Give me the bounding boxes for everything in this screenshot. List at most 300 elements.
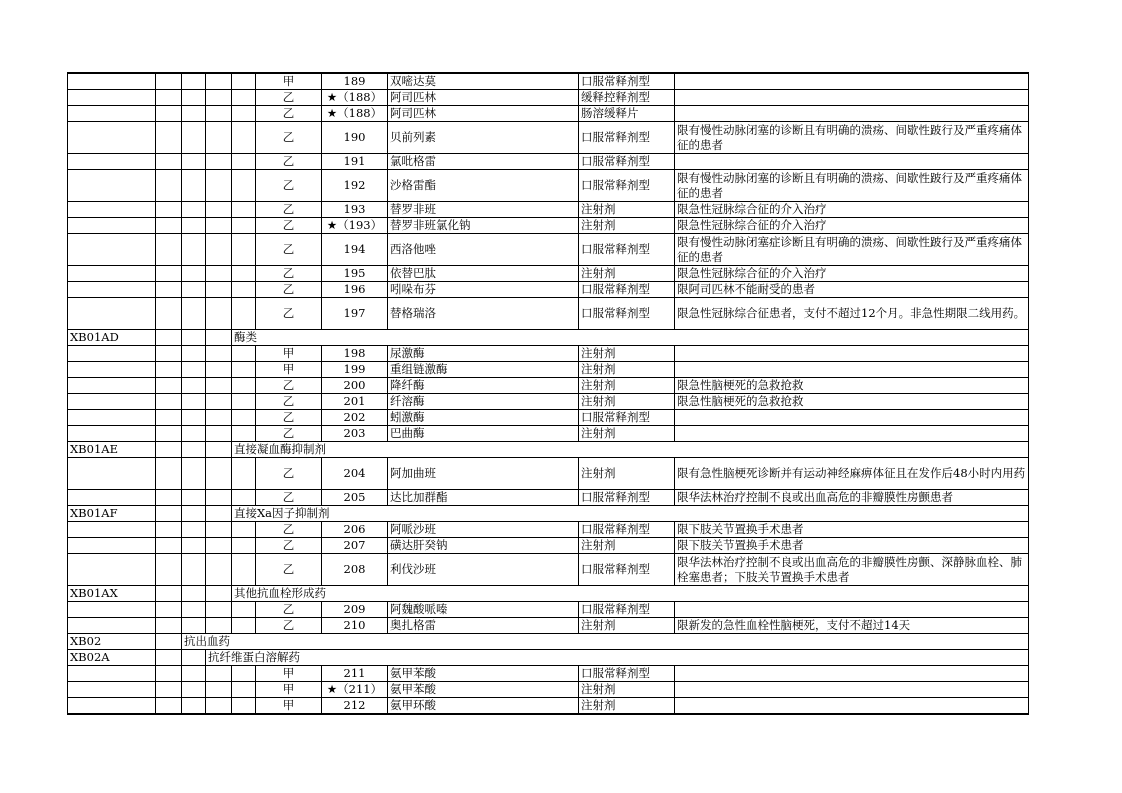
blank-cell xyxy=(182,554,206,586)
level-cell: 乙 xyxy=(256,282,322,298)
blank-cell xyxy=(206,218,232,234)
blank-cell xyxy=(232,426,256,442)
blank-cell xyxy=(156,330,182,346)
blank-cell xyxy=(156,266,182,282)
dosage-form-cell: 注射剂 xyxy=(579,426,675,442)
dosage-form-cell: 口服常释剂型 xyxy=(579,73,675,90)
atc-code-cell: XB01AF xyxy=(68,506,156,522)
blank-cell xyxy=(156,362,182,378)
drug-name-cell: 阿加曲班 xyxy=(388,458,579,490)
item-number-cell: 196 xyxy=(322,282,388,298)
remark-cell: 限有慢性动脉闭塞症诊断且有明确的溃疡、间歇性跛行及严重疼痛体征的患者 xyxy=(675,234,1029,266)
blank-cell xyxy=(156,410,182,426)
drug-name-cell: 氨甲苯酸 xyxy=(388,666,579,682)
drug-name-cell: 降纤酶 xyxy=(388,378,579,394)
blank-cell xyxy=(182,538,206,554)
category-row xyxy=(68,650,1029,666)
blank-cell xyxy=(232,282,256,298)
item-number-cell: 204 xyxy=(322,458,388,490)
blank-cell xyxy=(232,554,256,586)
blank-cell xyxy=(182,650,206,666)
dosage-form-cell: 口服常释剂型 xyxy=(579,666,675,682)
table-row xyxy=(68,522,1029,538)
drug-name-cell: 奥扎格雷 xyxy=(388,618,579,634)
table-row xyxy=(68,90,1029,106)
blank-cell xyxy=(206,698,232,715)
blank-cell xyxy=(232,170,256,202)
table-row xyxy=(68,266,1029,282)
item-number-cell: ★（188） xyxy=(322,106,388,122)
atc-code-cell xyxy=(68,106,156,122)
atc-code-cell xyxy=(68,682,156,698)
atc-code-cell: XB01AX xyxy=(68,586,156,602)
level-cell: 乙 xyxy=(256,122,322,154)
blank-cell xyxy=(182,490,206,506)
blank-cell xyxy=(206,282,232,298)
remark-cell: 限急性冠脉综合征患者，支付不超过12个月。非急性期限二线用药。 xyxy=(675,298,1029,330)
category-label: 酶类 xyxy=(232,330,1029,346)
remark-cell xyxy=(675,682,1029,698)
table-row xyxy=(68,538,1029,554)
drug-name-cell: 氨甲苯酸 xyxy=(388,682,579,698)
atc-code-cell xyxy=(68,266,156,282)
remark-cell: 限华法林治疗控制不良或出血高危的非瓣膜性房颤患者 xyxy=(675,490,1029,506)
dosage-form-cell: 口服常释剂型 xyxy=(579,298,675,330)
level-cell: 乙 xyxy=(256,378,322,394)
blank-cell xyxy=(232,346,256,362)
table-row xyxy=(68,554,1029,586)
blank-cell xyxy=(156,458,182,490)
blank-cell xyxy=(232,378,256,394)
blank-cell xyxy=(206,298,232,330)
level-cell: 乙 xyxy=(256,554,322,586)
remark-cell: 限阿司匹林不能耐受的患者 xyxy=(675,282,1029,298)
dosage-form-cell: 缓释控释剂型 xyxy=(579,90,675,106)
blank-cell xyxy=(182,442,206,458)
drug-name-cell: 替罗非班 xyxy=(388,202,579,218)
blank-cell xyxy=(232,234,256,266)
dosage-form-cell: 注射剂 xyxy=(579,218,675,234)
atc-code-cell xyxy=(68,218,156,234)
remark-cell: 限急性脑梗死的急救抢救 xyxy=(675,394,1029,410)
blank-cell xyxy=(182,410,206,426)
table-row xyxy=(68,490,1029,506)
blank-cell xyxy=(206,234,232,266)
dosage-form-cell: 口服常释剂型 xyxy=(579,234,675,266)
blank-cell xyxy=(182,266,206,282)
category-label: 直接Xa因子抑制剂 xyxy=(232,506,1029,522)
blank-cell xyxy=(206,394,232,410)
atc-code-cell xyxy=(68,522,156,538)
blank-cell xyxy=(232,266,256,282)
remark-cell: 限急性冠脉综合征的介入治疗 xyxy=(675,218,1029,234)
blank-cell xyxy=(156,282,182,298)
level-cell: 甲 xyxy=(256,346,322,362)
table-row xyxy=(68,602,1029,618)
level-cell: 乙 xyxy=(256,106,322,122)
blank-cell xyxy=(156,346,182,362)
dosage-form-cell: 注射剂 xyxy=(579,538,675,554)
atc-code-cell xyxy=(68,394,156,410)
dosage-form-cell: 注射剂 xyxy=(579,458,675,490)
blank-cell xyxy=(206,602,232,618)
drug-name-cell: 沙格雷酯 xyxy=(388,170,579,202)
table-row xyxy=(68,170,1029,202)
atc-code-cell xyxy=(68,458,156,490)
dosage-form-cell: 注射剂 xyxy=(579,266,675,282)
table-row xyxy=(68,73,1029,90)
level-cell: 甲 xyxy=(256,698,322,715)
category-row xyxy=(68,330,1029,346)
blank-cell xyxy=(156,154,182,170)
blank-cell xyxy=(232,410,256,426)
blank-cell xyxy=(156,538,182,554)
category-label: 直接凝血酶抑制剂 xyxy=(232,442,1029,458)
blank-cell xyxy=(206,554,232,586)
drug-name-cell: 替格瑞洛 xyxy=(388,298,579,330)
dosage-form-cell: 口服常释剂型 xyxy=(579,122,675,154)
item-number-cell: 190 xyxy=(322,122,388,154)
blank-cell xyxy=(156,490,182,506)
blank-cell xyxy=(182,73,206,90)
category-row xyxy=(68,586,1029,602)
blank-cell xyxy=(156,634,182,650)
drug-name-cell: 重组链激酶 xyxy=(388,362,579,378)
drug-name-cell: 替罗非班氯化钠 xyxy=(388,218,579,234)
blank-cell xyxy=(156,106,182,122)
remark-cell: 限有慢性动脉闭塞的诊断且有明确的溃疡、间歇性跛行及严重疼痛体征的患者 xyxy=(675,170,1029,202)
blank-cell xyxy=(156,298,182,330)
level-cell: 乙 xyxy=(256,154,322,170)
blank-cell xyxy=(206,378,232,394)
blank-cell xyxy=(182,202,206,218)
remark-cell xyxy=(675,90,1029,106)
remark-cell: 限急性冠脉综合征的介入治疗 xyxy=(675,266,1029,282)
blank-cell xyxy=(206,410,232,426)
table-row xyxy=(68,362,1029,378)
dosage-form-cell: 口服常释剂型 xyxy=(579,410,675,426)
item-number-cell: 211 xyxy=(322,666,388,682)
item-number-cell: 207 xyxy=(322,538,388,554)
item-number-cell: 205 xyxy=(322,490,388,506)
blank-cell xyxy=(156,618,182,634)
drug-name-cell: 阿司匹林 xyxy=(388,106,579,122)
remark-cell xyxy=(675,73,1029,90)
remark-cell: 限急性冠脉综合征的介入治疗 xyxy=(675,202,1029,218)
atc-code-cell xyxy=(68,426,156,442)
level-cell: 乙 xyxy=(256,170,322,202)
category-row xyxy=(68,442,1029,458)
level-cell: 甲 xyxy=(256,73,322,90)
level-cell: 乙 xyxy=(256,618,322,634)
blank-cell xyxy=(206,490,232,506)
atc-code-cell xyxy=(68,234,156,266)
blank-cell xyxy=(206,586,232,602)
drug-name-cell: 纤溶酶 xyxy=(388,394,579,410)
table-row xyxy=(68,378,1029,394)
item-number-cell: 198 xyxy=(322,346,388,362)
atc-code-cell xyxy=(68,282,156,298)
remark-cell xyxy=(675,426,1029,442)
table-body xyxy=(68,73,1029,714)
blank-cell xyxy=(232,522,256,538)
remark-cell: 限有急性脑梗死诊断并有运动神经麻痹体征且在发作后48小时内用药 xyxy=(675,458,1029,490)
item-number-cell: 197 xyxy=(322,298,388,330)
drug-name-cell: 达比加群酯 xyxy=(388,490,579,506)
blank-cell xyxy=(156,170,182,202)
item-number-cell: 192 xyxy=(322,170,388,202)
remark-cell xyxy=(675,362,1029,378)
atc-code-cell xyxy=(68,490,156,506)
atc-code-cell xyxy=(68,298,156,330)
blank-cell xyxy=(232,218,256,234)
atc-code-cell xyxy=(68,554,156,586)
level-cell: 甲 xyxy=(256,362,322,378)
blank-cell xyxy=(156,554,182,586)
blank-cell xyxy=(206,458,232,490)
atc-code-cell xyxy=(68,73,156,90)
item-number-cell: 201 xyxy=(322,394,388,410)
atc-code-cell xyxy=(68,378,156,394)
level-cell: 乙 xyxy=(256,394,322,410)
remark-cell: 限下肢关节置换手术患者 xyxy=(675,538,1029,554)
drug-name-cell: 依替巴肽 xyxy=(388,266,579,282)
category-label: 其他抗血栓形成药 xyxy=(232,586,1029,602)
dosage-form-cell: 注射剂 xyxy=(579,618,675,634)
table-row xyxy=(68,106,1029,122)
item-number-cell: 194 xyxy=(322,234,388,266)
table-row xyxy=(68,698,1029,715)
category-row xyxy=(68,634,1029,650)
drug-name-cell: 贝前列素 xyxy=(388,122,579,154)
level-cell: 乙 xyxy=(256,202,322,218)
dosage-form-cell: 肠溶缓释片 xyxy=(579,106,675,122)
item-number-cell: 212 xyxy=(322,698,388,715)
item-number-cell: 195 xyxy=(322,266,388,282)
dosage-form-cell: 注射剂 xyxy=(579,378,675,394)
blank-cell xyxy=(182,170,206,202)
remark-cell: 限华法林治疗控制不良或出血高危的非瓣膜性房颤、深静脉血栓、肺栓塞患者；下肢关节置换手术患者 xyxy=(675,554,1029,586)
drug-name-cell: 蚓激酶 xyxy=(388,410,579,426)
drug-name-cell: 西洛他唑 xyxy=(388,234,579,266)
blank-cell xyxy=(232,698,256,715)
remark-cell xyxy=(675,698,1029,715)
blank-cell xyxy=(206,618,232,634)
drug-name-cell: 双嘧达莫 xyxy=(388,73,579,90)
blank-cell xyxy=(206,346,232,362)
blank-cell xyxy=(206,154,232,170)
dosage-form-cell: 注射剂 xyxy=(579,346,675,362)
category-label: 抗出血药 xyxy=(182,634,1029,650)
remark-cell xyxy=(675,410,1029,426)
atc-code-cell xyxy=(68,170,156,202)
blank-cell xyxy=(232,682,256,698)
blank-cell xyxy=(232,106,256,122)
blank-cell xyxy=(232,122,256,154)
table-row xyxy=(68,410,1029,426)
blank-cell xyxy=(182,586,206,602)
atc-code-cell: XB01AE xyxy=(68,442,156,458)
blank-cell xyxy=(156,650,182,666)
dosage-form-cell: 口服常释剂型 xyxy=(579,554,675,586)
blank-cell xyxy=(232,490,256,506)
category-row xyxy=(68,506,1029,522)
blank-cell xyxy=(206,122,232,154)
item-number-cell: 208 xyxy=(322,554,388,586)
level-cell: 乙 xyxy=(256,538,322,554)
blank-cell xyxy=(206,90,232,106)
remark-cell xyxy=(675,666,1029,682)
blank-cell xyxy=(232,602,256,618)
dosage-form-cell: 口服常释剂型 xyxy=(579,490,675,506)
atc-code-cell xyxy=(68,698,156,715)
blank-cell xyxy=(206,170,232,202)
blank-cell xyxy=(182,426,206,442)
remark-cell xyxy=(675,154,1029,170)
blank-cell xyxy=(156,202,182,218)
atc-code-cell: XB02A xyxy=(68,650,156,666)
atc-code-cell xyxy=(68,90,156,106)
dosage-form-cell: 口服常释剂型 xyxy=(579,602,675,618)
drug-name-cell: 阿司匹林 xyxy=(388,90,579,106)
level-cell: 甲 xyxy=(256,666,322,682)
remark-cell: 限新发的急性血栓性脑梗死，支付不超过14天 xyxy=(675,618,1029,634)
dosage-form-cell: 注射剂 xyxy=(579,682,675,698)
dosage-form-cell: 注射剂 xyxy=(579,202,675,218)
item-number-cell: 209 xyxy=(322,602,388,618)
remark-cell xyxy=(675,602,1029,618)
blank-cell xyxy=(232,90,256,106)
blank-cell xyxy=(156,666,182,682)
blank-cell xyxy=(182,90,206,106)
dosage-form-cell: 口服常释剂型 xyxy=(579,154,675,170)
blank-cell xyxy=(232,362,256,378)
table-row xyxy=(68,202,1029,218)
item-number-cell: 191 xyxy=(322,154,388,170)
table-row xyxy=(68,154,1029,170)
level-cell: 乙 xyxy=(256,522,322,538)
table-row xyxy=(68,666,1029,682)
atc-code-cell xyxy=(68,202,156,218)
remark-cell xyxy=(675,106,1029,122)
level-cell: 乙 xyxy=(256,602,322,618)
atc-code-cell xyxy=(68,618,156,634)
level-cell: 乙 xyxy=(256,234,322,266)
atc-code-cell: XB01AD xyxy=(68,330,156,346)
remark-cell xyxy=(675,346,1029,362)
blank-cell xyxy=(206,266,232,282)
blank-cell xyxy=(206,442,232,458)
blank-cell xyxy=(232,538,256,554)
level-cell: 乙 xyxy=(256,410,322,426)
item-number-cell: 189 xyxy=(322,73,388,90)
blank-cell xyxy=(182,298,206,330)
blank-cell xyxy=(156,90,182,106)
blank-cell xyxy=(232,202,256,218)
blank-cell xyxy=(206,106,232,122)
drug-name-cell: 阿魏酸哌嗪 xyxy=(388,602,579,618)
drug-name-cell: 利伐沙班 xyxy=(388,554,579,586)
blank-cell xyxy=(182,346,206,362)
blank-cell xyxy=(232,298,256,330)
drug-name-cell: 氨甲环酸 xyxy=(388,698,579,715)
blank-cell xyxy=(232,394,256,410)
item-number-cell: ★（193） xyxy=(322,218,388,234)
blank-cell xyxy=(182,154,206,170)
table-row xyxy=(68,426,1029,442)
item-number-cell: 210 xyxy=(322,618,388,634)
blank-cell xyxy=(206,362,232,378)
blank-cell xyxy=(232,666,256,682)
dosage-form-cell: 口服常释剂型 xyxy=(579,170,675,202)
item-number-cell: 193 xyxy=(322,202,388,218)
atc-code-cell xyxy=(68,346,156,362)
blank-cell xyxy=(206,202,232,218)
remark-cell: 限有慢性动脉闭塞的诊断且有明确的溃疡、间歇性跛行及严重疼痛体征的患者 xyxy=(675,122,1029,154)
blank-cell xyxy=(156,234,182,266)
blank-cell xyxy=(206,682,232,698)
table-row xyxy=(68,682,1029,698)
drug-name-cell: 巴曲酶 xyxy=(388,426,579,442)
level-cell: 乙 xyxy=(256,490,322,506)
level-cell: 乙 xyxy=(256,458,322,490)
blank-cell xyxy=(182,602,206,618)
drug-catalog-table xyxy=(67,72,1029,715)
blank-cell xyxy=(156,218,182,234)
table-row xyxy=(68,218,1029,234)
drug-name-cell: 磺达肝癸钠 xyxy=(388,538,579,554)
blank-cell xyxy=(232,73,256,90)
blank-cell xyxy=(206,426,232,442)
atc-code-cell xyxy=(68,410,156,426)
level-cell: 甲 xyxy=(256,682,322,698)
drug-name-cell: 尿激酶 xyxy=(388,346,579,362)
item-number-cell: 202 xyxy=(322,410,388,426)
blank-cell xyxy=(182,362,206,378)
table-row xyxy=(68,346,1029,362)
blank-cell xyxy=(182,458,206,490)
drug-name-cell: 阿哌沙班 xyxy=(388,522,579,538)
table-row xyxy=(68,122,1029,154)
item-number-cell: ★（211） xyxy=(322,682,388,698)
drug-name-cell: 吲哚布芬 xyxy=(388,282,579,298)
table-row xyxy=(68,394,1029,410)
blank-cell xyxy=(156,698,182,715)
item-number-cell: 206 xyxy=(322,522,388,538)
level-cell: 乙 xyxy=(256,266,322,282)
table-row xyxy=(68,298,1029,330)
blank-cell xyxy=(182,698,206,715)
remark-cell: 限下肢关节置换手术患者 xyxy=(675,522,1029,538)
level-cell: 乙 xyxy=(256,90,322,106)
table-row xyxy=(68,618,1029,634)
atc-code-cell xyxy=(68,666,156,682)
level-cell: 乙 xyxy=(256,426,322,442)
item-number-cell: 199 xyxy=(322,362,388,378)
blank-cell xyxy=(182,666,206,682)
blank-cell xyxy=(206,538,232,554)
blank-cell xyxy=(156,122,182,154)
table-row xyxy=(68,282,1029,298)
blank-cell xyxy=(182,378,206,394)
blank-cell xyxy=(156,586,182,602)
dosage-form-cell: 口服常释剂型 xyxy=(579,522,675,538)
blank-cell xyxy=(206,666,232,682)
atc-code-cell xyxy=(68,538,156,554)
item-number-cell: ★（188） xyxy=(322,90,388,106)
level-cell: 乙 xyxy=(256,298,322,330)
blank-cell xyxy=(156,73,182,90)
